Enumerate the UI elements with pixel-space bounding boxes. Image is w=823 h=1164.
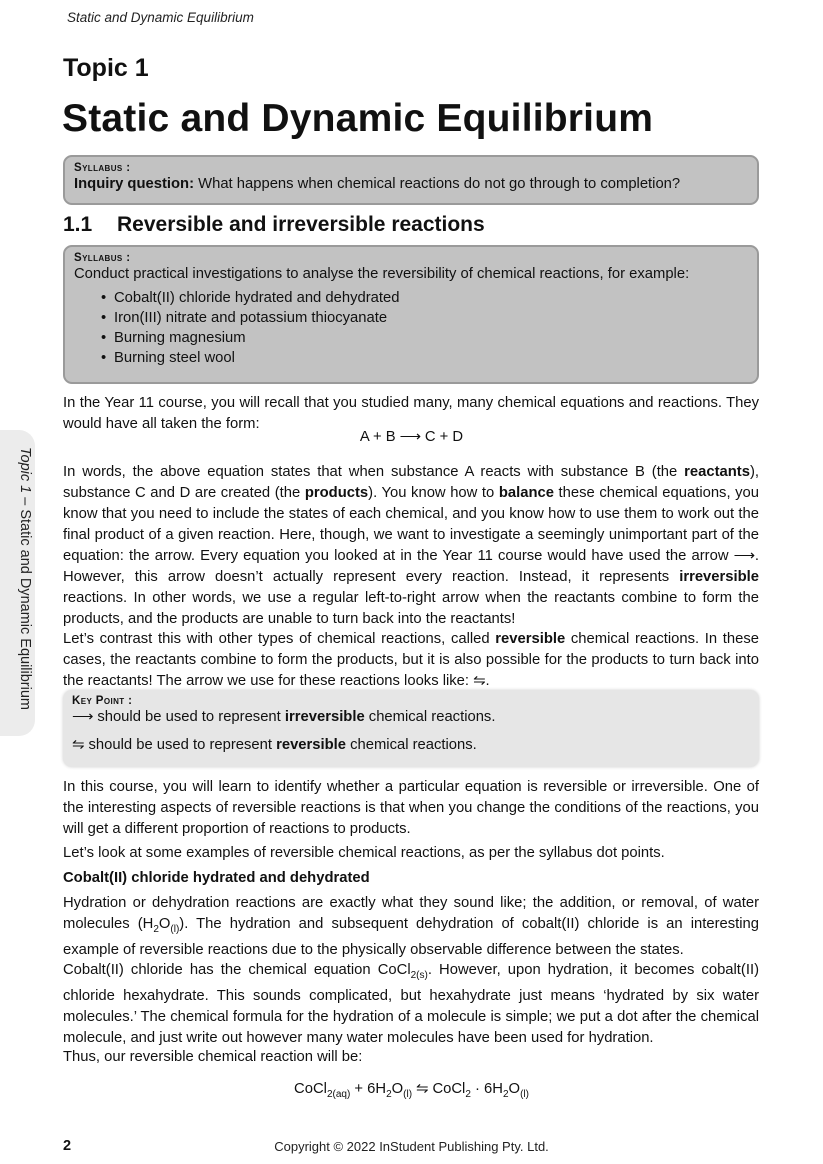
forward-arrow-icon: ⟶ bbox=[72, 709, 94, 725]
key-point-box bbox=[63, 690, 759, 767]
syllabus-label: Syllabus : bbox=[74, 162, 131, 174]
subheading-cobalt: Cobalt(II) chloride hydrated and dehydrated bbox=[63, 870, 370, 886]
list-item: • Iron(III) nitrate and potassium thiocyanate bbox=[114, 308, 748, 328]
paragraph-hydration: Hydration or dehydration reactions are exactly what they sound like; the addition, or removal, of water molecules $(H_2O_{(l)})$. The hydration and subsequent dehydration of cobalt(II) chloride is an interesting example of reversible reactions due to the physically observable difference between the states. bbox=[63, 895, 759, 958]
list-item: • Cobalt(II) chloride hydrated and dehydrated bbox=[114, 288, 748, 308]
equilibrium-arrow-icon: ⇋ bbox=[416, 1081, 429, 1097]
inquiry-text: What happens when chemical reactions do not go through to completion? bbox=[194, 176, 681, 192]
paragraph-intro: In the Year 11 course, you will recall that you studied many, many chemical equations and reactions. They would have all taken the form: bbox=[63, 395, 759, 432]
paragraph-arrow-explanation: In words, the above equation states that when substance A reacts with substance B (the reactants), substance C and D are created (the products). You know how to balance these chemical equations, you know that you need to include the states of each chemical, and you know how to use them to work out the final product of a given reaction. Here, though, we want to investigate a seemingly unimportant part of the equation: the arrow. Every equation you looked at in the Year 11 course would have used the arrow ⟶. However, this arrow doesn’t actually represent every reaction. Instead, it represents irreversible reactions. In other words, we use a regular left-to-right arrow when the reactants combine to form the products, and the products are unable to turn back into the reactants! bbox=[63, 464, 760, 627]
page-title: Static and Dynamic Equilibrium bbox=[62, 97, 654, 140]
running-head: Static and Dynamic Equilibrium bbox=[67, 10, 254, 25]
list-item: • Burning magnesium bbox=[114, 328, 748, 348]
equation-irreversible bbox=[0, 428, 823, 445]
inquiry-question bbox=[74, 174, 748, 194]
eq-left: A + B bbox=[359, 429, 396, 445]
syllabus-list bbox=[74, 288, 748, 368]
forward-arrow-icon: ⟶ bbox=[399, 429, 421, 445]
syllabus-intro: Conduct practical investigations to analyse the reversibility of chemical reactions, for example: bbox=[74, 266, 690, 282]
paragraph-cobalt-chloride: Cobalt(II) chloride has the chemical equation CoCl$_{2(s)}$. However, upon hydration, it becomes cobalt(II) chloride hexahydrate. This sounds complicated, but hexahydrate just means ‘hydrated by six water molecules.’ The chemical formula for the hydration of a molecule is simple; we put a dot after the chemical molecule, and just write out however many water molecules have been used for hydration. bbox=[63, 962, 759, 1046]
section-heading bbox=[63, 213, 485, 237]
section-title: Reversible and irreversible reactions bbox=[117, 213, 485, 236]
page-number: 2 bbox=[63, 1138, 72, 1154]
paragraph-examples: Let’s look at some examples of reversible chemical reactions, as per the syllabus dot points. bbox=[63, 845, 665, 861]
section-number: 1.1 bbox=[63, 213, 93, 236]
paragraph-course: In this course, you will learn to identify whether a particular equation is reversible or irreversible. One of the interesting aspects of reversible reactions is that when you change the conditions of the reactions, you will get a different proportion of reactions to products. bbox=[63, 779, 759, 837]
paragraph-thus: Thus, our reversible chemical reaction will be: bbox=[63, 1049, 363, 1065]
side-tab-label: Topic 1 – Static and Dynamic Equilibrium bbox=[17, 447, 33, 711]
list-item: • Burning steel wool bbox=[114, 348, 748, 368]
key-point-label: Key Point : bbox=[72, 695, 133, 707]
eq-right: C + D bbox=[424, 429, 464, 445]
syllabus-label: Syllabus : bbox=[74, 252, 131, 264]
equation-cobalt-hydration: CoCl$_{2(aq)}$ + $6H_2O_{(l)}$ ⇋ CoCl$_2$ · $6H_2O_{(l)}$ bbox=[294, 1081, 529, 1100]
topic-label: Topic 1 bbox=[63, 54, 149, 82]
paragraph-reversible: Let’s contrast this with other types of chemical reactions, called reversible chemical reactions. In these cases, the reactants combine to form the products, but it is also possible for the products to turn back into the reactants! The arrow we use for these reactions looks like: ⇋. bbox=[63, 631, 759, 689]
copyright: Copyright © 2022 InStudent Publishing Pty. Ltd. bbox=[274, 1139, 549, 1154]
key-point-line-irreversible: ⟶ should be used to represent irreversible chemical reactions. bbox=[72, 709, 496, 725]
equilibrium-arrow-icon: ⇋ bbox=[72, 737, 85, 753]
key-point-line-reversible: ⇋ should be used to represent reversible chemical reactions. bbox=[72, 737, 477, 753]
inquiry-label: Inquiry question: bbox=[74, 176, 195, 192]
syllabus-box-inquiry bbox=[63, 155, 759, 205]
syllabus-box-practical bbox=[63, 245, 759, 384]
